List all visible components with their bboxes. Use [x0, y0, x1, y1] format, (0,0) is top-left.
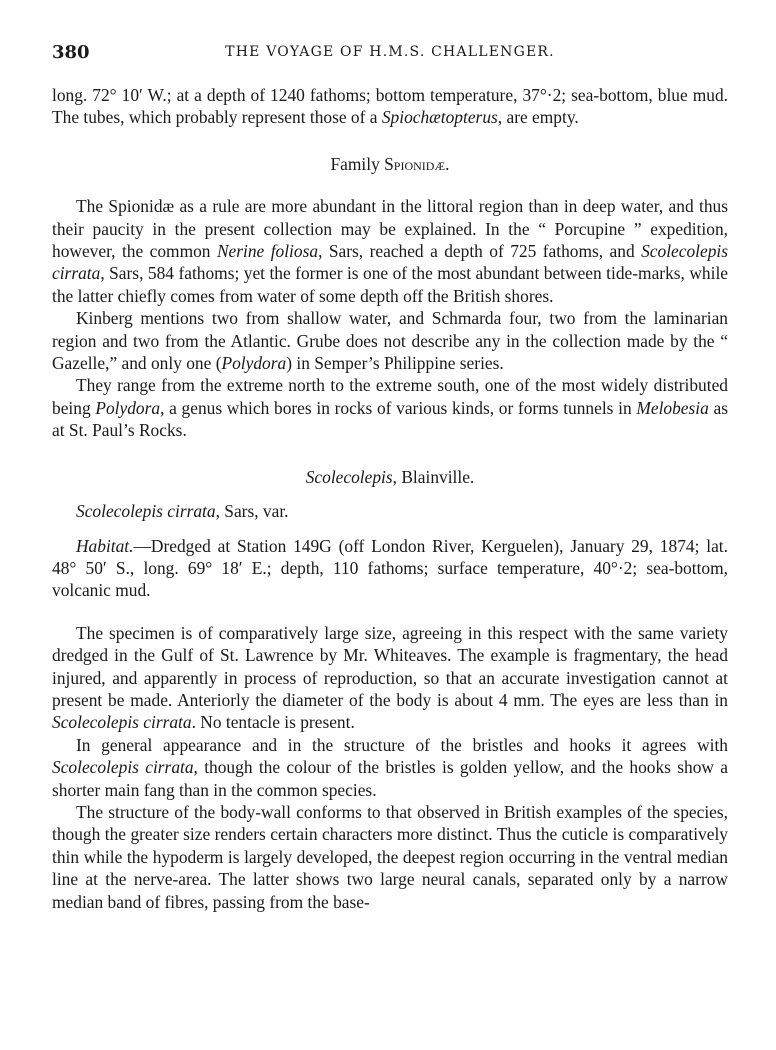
paragraph-spionidae: [52, 195, 728, 307]
p3-genus-2: Melobesia: [636, 397, 709, 418]
page-body: [52, 84, 728, 913]
p2-genus: Polydora: [221, 353, 287, 374]
family-heading: [52, 153, 728, 175]
paragraph-kinberg: [52, 307, 728, 374]
running-title: THE VOYAGE OF H.M.S. CHALLENGER.: [225, 44, 555, 60]
genus-heading: [52, 466, 728, 488]
p1-text-3: , Sars, 584 fathoms; yet the former is one of the most abundant between tide-marks, while the latter chiefly comes from water of some depth off the British shores.: [52, 263, 728, 306]
species-name: Scolecolepis cirrata: [76, 501, 216, 522]
page-number: 380: [52, 42, 90, 63]
p3-text-1: They range from the extreme north to the extreme south, one of the most widely distributed being: [52, 375, 728, 418]
p1-species-1: Nerine foliosa: [216, 241, 319, 262]
p5-text-1: In general appearance and in the structure of the bristles and hooks it agrees with: [76, 734, 728, 755]
paragraph-range: [52, 374, 728, 441]
intro-text-1: long. 72° 10′ W.; at a depth of 1240 fathoms; bottom temperature, 37°·2; sea-bottom, blue mud. The tubes, which probably represent those of a: [52, 85, 728, 128]
p3-genus-1: Polydora: [95, 397, 161, 418]
p2-text-1: Kinberg mentions two from shallow water, and Schmarda four, two from the laminarian region and two from the Atlantic. Grube does not describe any in the collection made by the “ Gazelle,” and only one (: [52, 308, 728, 374]
p1-text-1: The Spionidæ as a rule are more abundant in the littoral region than in deep water, and thus their paucity in the present collection may be explained. In the “ Porcupine ” expedition, however, the common: [52, 196, 728, 262]
p4-text-1: The specimen is of comparatively large size, agreeing in this respect with the same variety dredged in the Gulf of St. Lawrence by Mr. Whiteaves. The example is fragmentary, the head injured, and apparently in process of reproduction, so that an accurate investigation cannot at present be made. Anteriorly the diameter of the body is about 4 mm. The eyes are less than in: [52, 622, 728, 710]
p1-text-2: , Sars, reached a depth of 725 fathoms, and: [318, 241, 642, 262]
paragraph-body-wall: [52, 801, 728, 913]
genus-author: , Blainville.: [392, 466, 475, 487]
p6-text-1: The structure of the body-wall conforms to that observed in British examples of the species, though the greater size renders certain characters more distinct. Thus the cuticle is comparatively thin while the hypoderm is largely developed, the deepest region occurring in the ventral median line at the nerve-area. The latter shows two large neural canals, separated only by a narrow median band of fibres, passing from the base-: [52, 801, 728, 912]
habitat-paragraph: [52, 535, 728, 602]
p1-species-2: Scolecolepis cirrata: [52, 241, 728, 284]
p5-text-2: , though the colour of the bristles is golden yellow, and the hooks show a shorter main fang than in the common species.: [52, 757, 728, 800]
p4-species: Scolecolepis cirrata: [52, 712, 192, 733]
species-author: , Sars, var.: [215, 501, 289, 522]
p5-species: Scolecolepis cirrata: [52, 757, 194, 778]
p3-text-2: , a genus which bores in rocks of various kinds, or forms tunnels in: [160, 397, 637, 418]
paragraph-appearance: [52, 734, 728, 801]
paragraph-specimen: [52, 622, 728, 734]
p4-text-2: . No tentacle is present.: [191, 712, 355, 733]
p2-text-2: ) in Semper’s Philippine series.: [286, 353, 504, 374]
family-name: Spionidæ.: [384, 153, 450, 174]
intro-genus: Spiochætopterus: [381, 107, 498, 128]
intro-text-2: , are empty.: [497, 107, 579, 128]
p3-text-3: as at St. Paul’s Rocks.: [52, 397, 728, 441]
habitat-label: Habitat.: [76, 535, 134, 556]
habitat-text: —Dredged at Station 149G (off London River, Kerguelen), January 29, 1874; lat. 48° 50′ S., long. 69° 18′ E.; depth, 110 fathoms; surface temperature, 40°·2; sea-bottom, volcanic mud.: [52, 535, 728, 601]
intro-paragraph: [52, 84, 728, 129]
species-heading: [52, 500, 728, 522]
genus-name: Scolecolepis: [305, 466, 393, 487]
page-header: [52, 42, 728, 66]
family-prefix: Family: [330, 153, 385, 174]
